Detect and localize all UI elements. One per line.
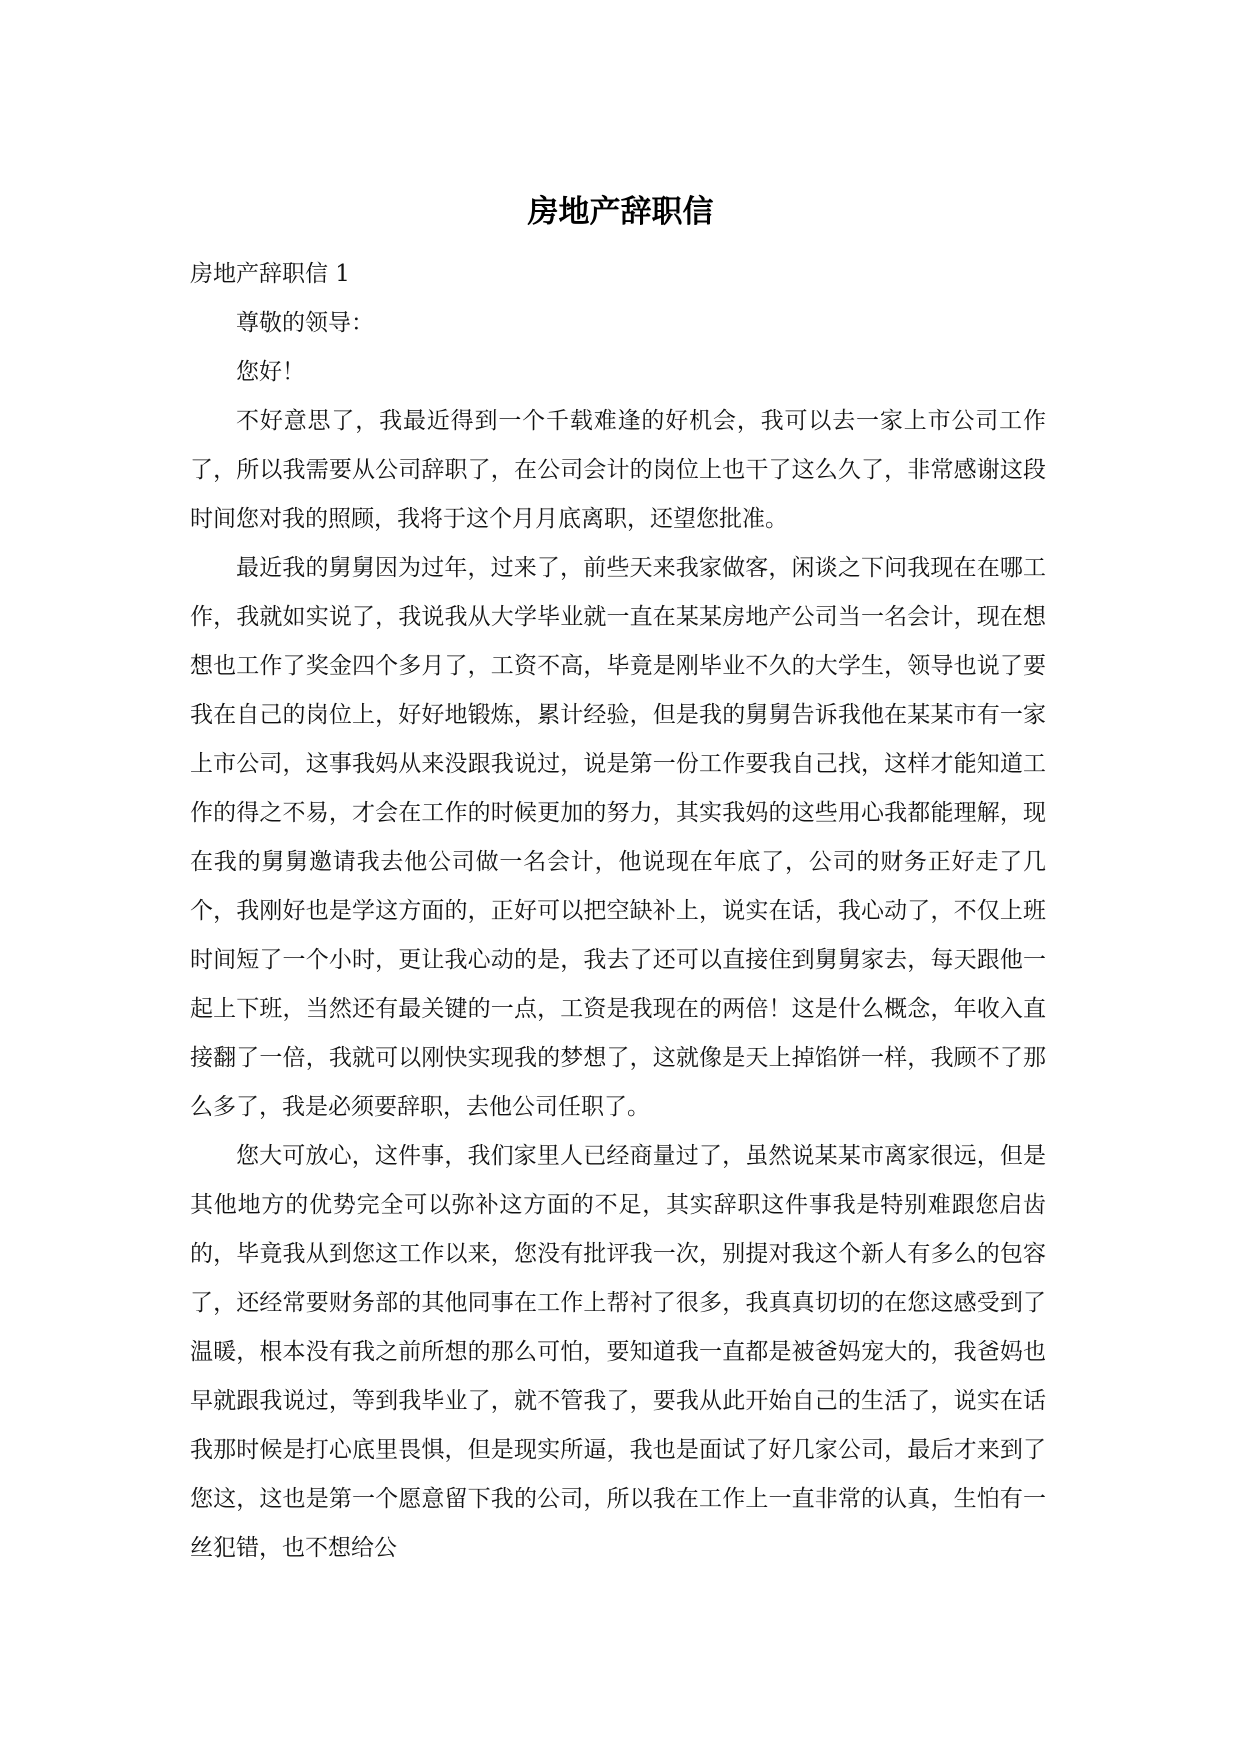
- body-paragraph: 最近我的舅舅因为过年，过来了，前些天来我家做客，闲谈之下问我现在在哪工作，我就如实说了，我说我从大学毕业就一直在某某房地产公司当一名会计，现在想想也工作了奖金四个多月了，工资不高，毕竟是刚毕业不久的大学生，领导也说了要我在自己的岗位上，好好地锻炼，累计经验，但是我的舅舅告诉我他在某某市有一家上市公司，这事我妈从来没跟我说过，说是第一份工作要我自己找，这样才能知道工作的得之不易，才会在工作的时候更加的努力，其实我妈的这些用心我都能理解，现在我的舅舅邀请我去他公司做一名会计，他说现在年底了，公司的财务正好走了几个，我刚好也是学这方面的，正好可以把空缺补上，说实在话，我心动了，不仅上班时间短了一个小时，更让我心动的是，我去了还可以直接住到舅舅家去，每天跟他一起上下班，当然还有最关键的一点，工资是我现在的两倍！这是什么概念，年收入直接翻了一倍，我就可以刚快实现我的梦想了，这就像是天上掉馅饼一样，我顾不了那么多了，我是必须要辞职，去他公司任职了。: [190, 555, 1046, 1120]
- body-paragraph: 不好意思了，我最近得到一个千载难逢的好机会，我可以去一家上市公司工作了，所以我需要从公司辞职了，在公司会计的岗位上也干了这么久了，非常感谢这段时间您对我的照顾，我将于这个月月底离职，还望您批准。: [190, 408, 1046, 532]
- salutation: 尊敬的领导：: [236, 310, 374, 336]
- document-body: [190, 250, 1046, 1573]
- document-title: 房地产辞职信: [527, 194, 714, 230]
- body-paragraph: 您大可放心，这件事，我们家里人已经商量过了，虽然说某某市离家很远，但是其他地方的优势完全可以弥补这方面的不足，其实辞职这件事我是特别难跟您启齿的，毕竟我从到您这工作以来，您没有批评我一次，别提对我这个新人有多么的包容了，还经常要财务部的其他同事在工作上帮衬了很多，我真真切切的在您这感受到了温暖，根本没有我之前所想的那么可怕，要知道我一直都是被爸妈宠大的，我爸妈也早就跟我说过，等到我毕业了，就不管我了，要我从此开始自己的生活了，说实在话我那时候是打心底里畏惧，但是现实所逼，我也是面试了好几家公司，最后才来到了您这，这也是第一个愿意留下我的公司，所以我在工作上一直非常的认真，生怕有一丝犯错，也不想给公: [190, 1143, 1046, 1561]
- greeting: 您好！: [236, 359, 305, 385]
- document-subtitle: 房地产辞职信 1: [190, 261, 350, 287]
